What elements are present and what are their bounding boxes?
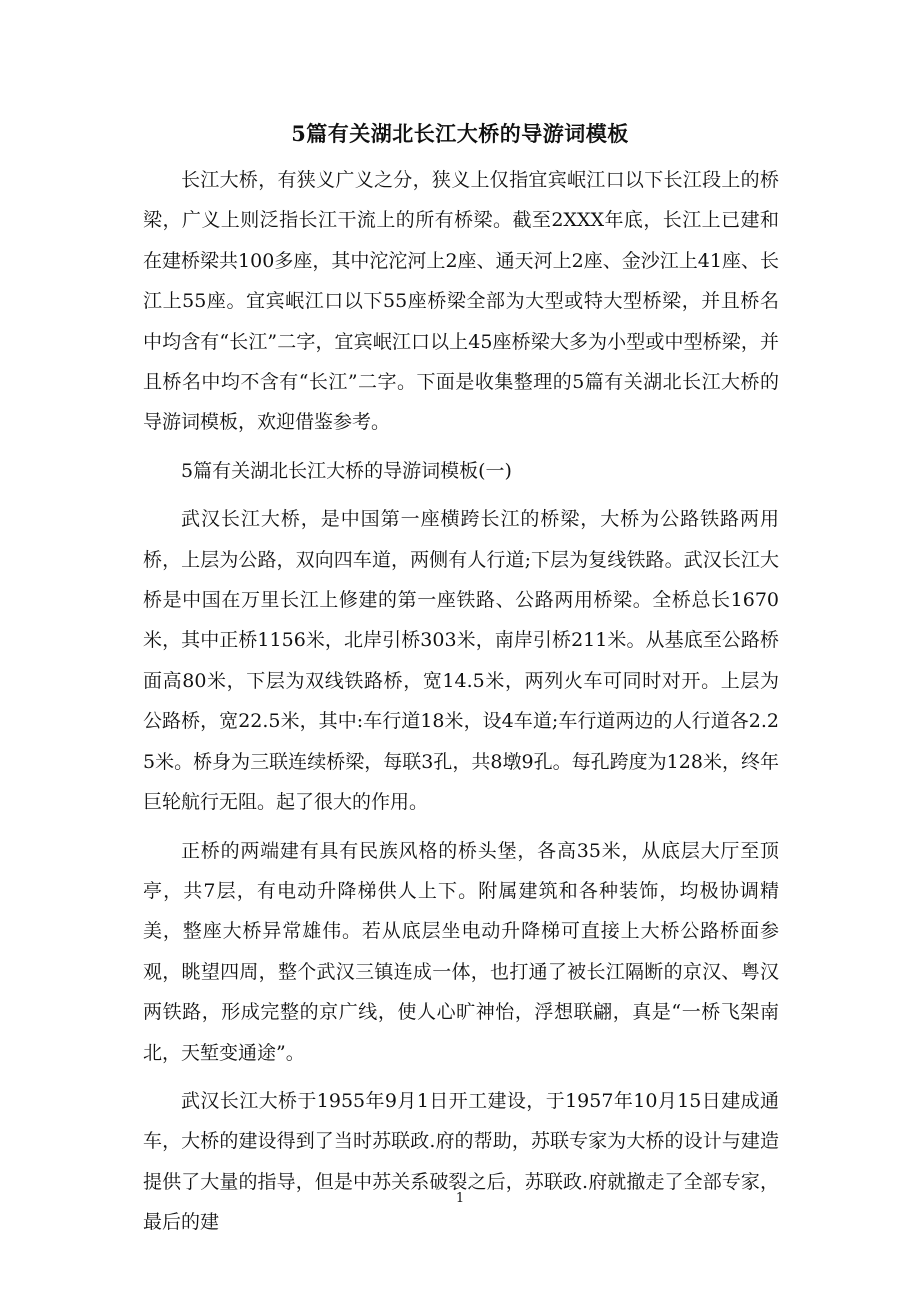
- body-paragraph: 武汉长江大桥于1955年9月1日开工建设，于1957年10月15日建成通车，大桥的建设得到了当时苏联政.府的帮助，苏联专家为大桥的设计与建造提供了大量的指导，但是中苏关系破裂之后，苏联政.府就撤走了全部专家，最后的建: [143, 1089, 779, 1234]
- body-paragraph: 武汉长江大桥，是中国第一座横跨长江的桥梁，大桥为公路铁路两用桥，上层为公路，双向四车道，两侧有人行道;下层为复线铁路。武汉长江大桥是中国在万里长江上修建的第一座铁路、公路两用桥梁。全桥总长1670米，其中正桥1156米，北岸引桥303米，南岸引桥211米。从基底至公路桥面高80米，下层为双线铁路桥，宽14.5米，两列火车可同时对开。上层为公路桥，宽22.5米，其中:车行道18米，设4车道;车行道两边的人行道各2.25米。桥身为三联连续桥梁，每联3孔，共8墩9孔。每孔跨度为128米，终年巨轮航行无阻。起了很大的作用。: [143, 508, 779, 814]
- document-title: 5篇有关湖北长江大桥的导游词模板: [291, 121, 629, 146]
- document-body: [143, 160, 779, 1251]
- body-paragraph: 正桥的两端建有具有民族风格的桥头堡，各高35米，从底层大厅至顶亭，共7层，有电动升降梯供人上下。附属建筑和各种装饰，均极协调精美，整座大桥异常雄伟。若从底层坐电动升降梯可直接上大桥公路桥面参观，眺望四周，整个武汉三镇连成一体，也打通了被长江隔断的京汉、粤汉两铁路，形成完整的京广线，使人心旷神怡，浮想联翩，真是“一桥飞架南北，天堑变通途”。: [143, 839, 779, 1064]
- section-heading: 5篇有关湖北长江大桥的导游词模板(一): [181, 459, 512, 482]
- intro-paragraph: 长江大桥，有狭义广义之分，狭义上仅指宜宾岷江口以下长江段上的桥梁，广义上则泛指长江干流上的所有桥梁。截至2XXX年底，长江上已建和在建桥梁共100多座，其中沱沱河上2座、通天河上2座、金沙江上41座、长江上55座。宜宾岷江口以下55座桥梁全部为大型或特大型桥梁，并且桥名中均含有“长江”二字，宜宾岷江口以上45座桥梁大多为小型或中型桥梁，并且桥名中均不含有“长江”二字。下面是收集整理的5篇有关湖北长江大桥的导游词模板，欢迎借鉴参考。: [143, 169, 779, 434]
- page-number: 1: [455, 1191, 465, 1206]
